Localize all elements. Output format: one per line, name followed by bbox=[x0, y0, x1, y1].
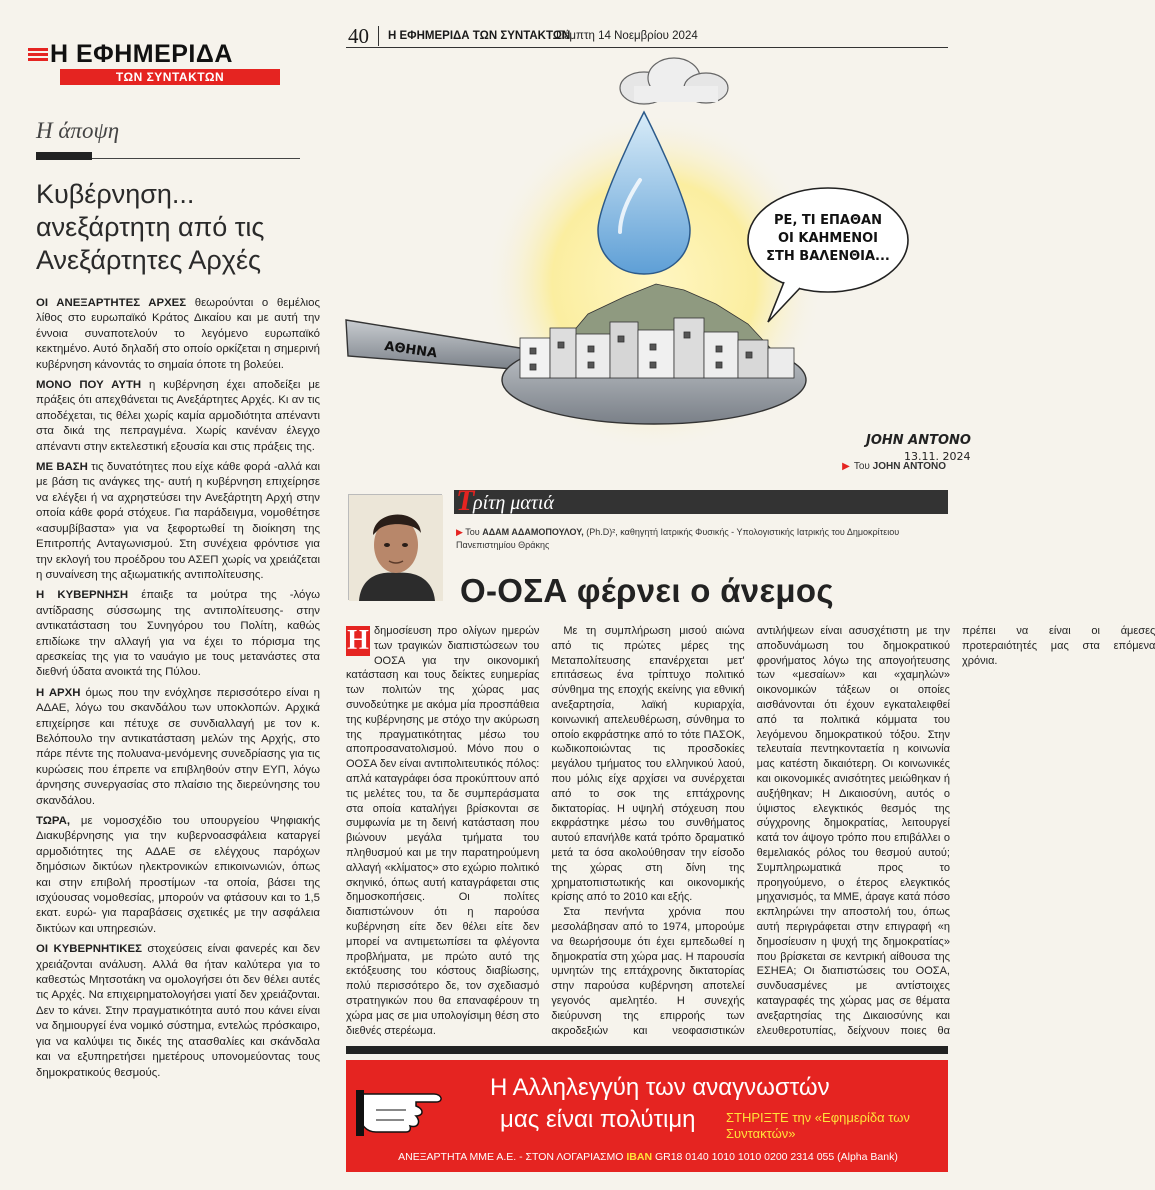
opinion-paragraph: Η ΚΥΒΕΡΝΗΣΗ έπαιξε τα μούτρα της -λόγω αντίδρασης σύσσωμης της αντιπολίτευσης- στην αντικατάσταση του Συνηγόρου του Πολίτη, καθώς επιδίωκε την αλλαγή για να έχει το πόρισμα της αρεσκείας της για το ναυάγιο με τους μετανάστες στα διεθνή ύδατα ανοικτά της Πύλου. bbox=[36, 589, 320, 679]
banner-iban: ΑΝΕΞΑΡΤΗΤΑ ΜΜΕ Α.Ε. - ΣΤΟΝ ΛΟΓΑΡΙΑΣΜΟ IBAN GR18 0140 1010 1010 0200 2314 055 (Alpha Bank) bbox=[398, 1151, 898, 1163]
opinion-paragraph: ΟΙ ΚΥΒΕΡΝΗΤΙΚΕΣ στοχεύσεις είναι φανερές και δεν χρειάζονται ανάλυση. Αλλά θα ήταν καλύτερα για το καθεστώς Μητσοτάκη να ομολογήσει ότι δεν θέλει αυτές τις Αρχές. Να επιχειρηματολογήσει γιατί δεν χρειάζονται. Δεν το κάνει. Στην πραγματικότητα αυτό που κάνει είναι να δημιουργεί ένα νομικό σύστημα, εντελώς πρόσκαιρο, για να καλύψει τις δικές της ατασθαλίες και σκάνδαλα και να εξυπηρετήσει ημετέρους υπονομεύοντας τους δημοκρατικούς θεσμούς. bbox=[36, 943, 320, 1079]
masthead bbox=[28, 40, 298, 85]
section-label: Η άποψη bbox=[36, 118, 120, 143]
masthead-stripes-icon bbox=[28, 48, 48, 62]
spoon-label: ΑΘΗΝΑ bbox=[383, 339, 438, 362]
article-paragraph: Η δημοσίευση προ ολίγων ημερών των τραγικών διαπιστώσεων του ΟΟΣΑ για την οικονομική κατάσταση και τους δείκτες ευημερίας των πολιτών της χώρας μας συνοδεύτηκε με ακόμα μία προσπάθεια της κυβέρνησης με στόχο την ακύρωση της πραγματικότητας μέσω του αποπροσανατολισμού. Μόνο που ο ΟΟΣΑ δεν είναι αντιπολιτευτικός πόλος: απλά καταγράφει όσα προκύπτουν από τις μελέτες του, τα δε συμπεράσματα στα οποία καταλήγει βρίσκονται σε συμφωνία με τη δεινή κατάσταση που βιώνουν μεγάλα τμήματα του πληθυσμού και με την παρατηρούμενη αλλαγή «κλίματος» στο εχώριο πολιτικό σκηνικό, όπως αυτή καταγράφεται στις δημοσκοπήσεις. Οι πολίτες διαπιστώνουν ότι η παρούσα κυβέρνηση είτε δεν θέλει είτε δεν μπορεί να αντιμετωπίσει τα φλέγοντα προβλήματα, με πρώτο αυτό της εκτόξευσης του κόστους διαβίωσης, πολύ περισσότερο δε, τον σχεδιασμό στρατηγικών που θα επαναφέρουν τη χώρα μας σε μια υπολογίσιμη θέση στο διεθνές στερέωμα. bbox=[346, 625, 540, 1037]
article-headline: Ο-ΟΣΑ φέρνει ο άνεμος bbox=[460, 572, 834, 609]
opinion-headline: Κυβέρνηση... ανεξάρτητη από τις Ανεξάρτητες Αρχές bbox=[36, 179, 265, 275]
column-title: ρίτη ματιά bbox=[473, 492, 554, 514]
masthead-title: Η ΕΦΗΜΕΡΙΔΑ bbox=[28, 40, 298, 69]
opinion-column bbox=[0, 0, 330, 1190]
article-body bbox=[346, 624, 1155, 1042]
speech-line-3: ΣΤΗ ΒΑΛΕΝΘΙΑ... bbox=[766, 249, 890, 264]
masthead-subtitle: ΤΩΝ ΣΥΝΤΑΚΤΩΝ bbox=[60, 69, 280, 85]
opinion-paragraph: ΤΩΡΑ, με νομοσχέδιο του υπουργείου Ψηφιακής Διακυβέρνησης για την κυβερνοασφάλεια καταργεί αρμοδιότητες της ΑΔΑΕ σε ελέγχους παρόχων δημόσιων δικτύων ηλεκτρονικών επικοινωνιών, όπως και στην επιβολή προστίμων -τα οποία, βάσει της ισχύουσας νομοθεσίας, μπορούν να φτάσουν και το 1,5 εκατ. ευρώ- για παραβάσεις σχετικές με την ασφάλεια δικτύων και υπηρεσιών. bbox=[36, 815, 320, 935]
speech-line-2: ΟΙ ΚΑΗΜΕΝΟΙ bbox=[777, 231, 879, 246]
paper-name: Η ΕΦΗΜΕΡΙΔΑ ΤΩΝ ΣΥΝΤΑΚΤΩΝ bbox=[388, 30, 571, 42]
opinion-body bbox=[36, 296, 320, 1086]
article-paragraph: Στα πενήντα χρόνια που μεσολάβησαν από το 1974, μπορούμε να θεωρήσουμε ότι έχει εμπεδωθεί η δημοκρατία στη χώρα μας. Η παρουσία υμνητών της επτάχρονης δικτατορίας στην παρούσα κυβέρνηση αποτελεί γεγονός αμελητέο. Η συνεχής διεύρυνση της επιρροής των ακροδεξιών και νεοφασιστικών αντιλήψεων είναι ασυσχέτιστη με την αποδυνάμωση του δημοκρατικού φρονήματος λόγω της απογοήτευσης των «μεσαίων» και «χαμηλών» οικονομικών τάξεων οι οποίες αισθάνονται ότι έχουν εγκαταλειφθεί από τα πολιτικά κόμματα του λεγόμενου δημοκρατικού τόξου. Στην τελευταία πεντηκονταετία η κοινωνία μας κατέστη δικαιότερη. Οι κοινωνικές και οικονομικές ανισότητες μειώθηκαν ή αυξήθηκαν; Η Δικαιοσύνη, αυτός ο ύψιστος ελεγκτικός θεσμός της σύγχρονης δημοκρατίας, λειτουργεί κατά τον άψογο τρόπο που επιβάλλει ο θεμελιακός ρόλος του θεσμού αυτού; Συμπληρωματικά προς το προηγούμενο, ο έτερος ελεγκτικός μηχανισμός, τα ΜΜΕ, άραγε κατά πόσο εκπληρώνει την αποστολή του, όπως αυτή περιγράφεται στην επιγραφή «η δημοσίευσιν η ψυχή της δημοκρατίας» που βρίσκεται σε κεντρική αίθουσα της ΕΣΗΕΑ; Οι διαπιστώσεις του ΟΟΣΑ, συνδυασμένες με αντίστοιχες καταγραφές της χώρας μας σε θέματα ανεξαρτησίας της Δικαιοσύνης και ελευθεροτυπίας, δείχνουν ποιες θα πρέπει να είναι οι άμεσες προτεραιότητές μας στα επόμενα χρόνια. bbox=[551, 625, 1155, 1037]
editorial-cartoon bbox=[344, 52, 971, 472]
issue-date: Πέμπτη 14 Νοεμβρίου 2024 bbox=[556, 30, 698, 42]
author-name: ΑΔΑΜ ΑΔΑΜΟΠΟΥΛΟΥ, bbox=[482, 527, 584, 537]
opinion-paragraph: ΜΟΝΟ ΠΟΥ ΑΥΤΗ η κυβέρνηση έχει αποδείξει με πράξεις ότι απεχθάνεται τις Ανεξάρτητες Αρχές. Κι αν τις αποδέχεται, τις θέλει χωρίς καμία αρμοδιότητα απέναντι στα δικά της πεπραγμένα. Χωρίς κανέναν έλεγχο απέναντι στην εκτελεστική εξουσία και στις πράξεις της. bbox=[36, 379, 320, 453]
cartoon-caption: ▶ Του JOHN ANTONO bbox=[842, 461, 946, 472]
cartoon-signature: JOHN ANTONO bbox=[866, 433, 971, 448]
opinion-paragraph: ΜΕ ΒΑΣΗ τις δυνατότητες που είχε κάθε φορά -αλλά και με βάση τις ανάγκες της- αυτή η κυβέρνηση επιχείρησε να ελέγξει ή να αχρηστεύσει την Ανεξάρτητη Αρχή στην οποία κάθε φορά στόχευε. Για παράδειγμα, νομοθέτησε «ασυμβίβαστα» για να ξεφορτωθεί τη διοίκηση της Επιτροπής Ανταγωνισμού. Στη συνέχεια φρόντισε για την εκλογή του προέδρου του ΑΣΕΠ χωρίς να χρειάζεται η συναίνεση της αξιωματικής αντιπολίτευσης. bbox=[36, 461, 320, 581]
article-paragraph: Με τη συμπλήρωση μισού αιώνα από τις πρώτες μέρες της Μεταπολίτευσης επανέρχεται μετ' επιτάσεως ένα τρίπτυχο πολιτικό σύνθημα της εποχής εκείνης για εθνική ανεξαρτησία, λαϊκή κυριαρχία, κοινωνική απελευθέρωση, σύνθημα το οποίο εκφράστηκε από το τότε ΠΑΣΟΚ, κωδικοποιώντας τις προσδοκίες μεγάλου τμήματος του ελληνικού λαού, που μόλις είχε αρχίσει να συνέρχεται από το σοκ της επτάχρονης δικτατορίας. Η υψηλή στόχευση που εκφράστηκε μέσω του συνθήματος αυτού επανήλθε κατά τρόπο δραματικό μετά τα όσα ακολούθησαν την είσοδο της χώρας στη δίνη της χρηματοπιστωτικής και οικονομικής κρίσης από το 2010 και εξής. bbox=[551, 625, 745, 904]
right-page bbox=[342, 0, 1155, 1190]
column-title-initial: Τ bbox=[456, 484, 475, 517]
author-bio: (Ph.D)², καθηγητή Ιατρικής Φυσικής - Υπολογιστικής Ιατρικής του Δημοκρίτειου Πανεπιστημίου Θράκης bbox=[456, 527, 900, 550]
banner-line-2: μας είναι πολύτιμη bbox=[500, 1106, 696, 1133]
opinion-paragraph: ΟΙ ΑΝΕΞΑΡΤΗΤΕΣ ΑΡΧΕΣ θεωρούνται ο θεμέλιος λίθος στο ευρωπαϊκό Κράτος Δικαίου και με αυτή την έννοια συναποτελούν το λεγόμενο ευρωπαϊκό κεκτημένο. Αυτό δηλαδή στο οποίο ορκίζεται η σημερινή κυβέρνηση κάνοντάς το σημαία όποτε τη βολεύει. bbox=[36, 297, 320, 371]
banner-rule bbox=[346, 1046, 948, 1054]
page-number: 40 bbox=[348, 24, 369, 48]
cloud-icon bbox=[620, 58, 728, 104]
pointing-hand-icon bbox=[356, 1066, 492, 1136]
solidarity-banner bbox=[346, 1060, 948, 1172]
opinion-paragraph: Η ΑΡΧΗ όμως που την ενόχλησε περισσότερο είναι η ΑΔΑΕ, λόγω του σκανδάλου των υποκλοπών. Αρχικά επιχείρησε και πέτυχε σε συνδιαλλαγή με τον κ. Βελόπουλο την αντικατάσταση μελών της Αρχής, στο πάρε πέντε της πολυανα-μενόμενης συνεδρίασης για τις κυρώσεις που έπρεπε να επιβληθούν στην ΕΥΠ, λόγω άρνησης συνεργασίας στο πλαίσιο της διερεύνησης του σκανδάλου. bbox=[36, 686, 320, 807]
section-rule bbox=[36, 152, 300, 160]
speech-line-1: ΡΕ, ΤΙ ΕΠΑΘΑΝ bbox=[774, 213, 882, 228]
cartoon-signature-date: 13.11. 2024 bbox=[904, 450, 971, 463]
page-header bbox=[346, 24, 948, 48]
author-credit: ▶ Του ΑΔΑΜ ΑΔΑΜΟΠΟΥΛΟΥ, (Ph.D)², καθηγητή Ιατρικής Φυσικής - Υπολογιστικής Ιατρικής του Δημοκρίτειου Πανεπιστημίου Θράκης bbox=[456, 527, 900, 550]
banner-support: ΣΤΗΡΙΞΤΕ την «Εφημερίδα των Συντακτών» bbox=[726, 1110, 910, 1141]
author-photo bbox=[348, 494, 442, 600]
banner-line-1: Η Αλληλεγγύη των αναγνωστών bbox=[490, 1074, 830, 1101]
drop-cap: Η bbox=[347, 625, 369, 656]
